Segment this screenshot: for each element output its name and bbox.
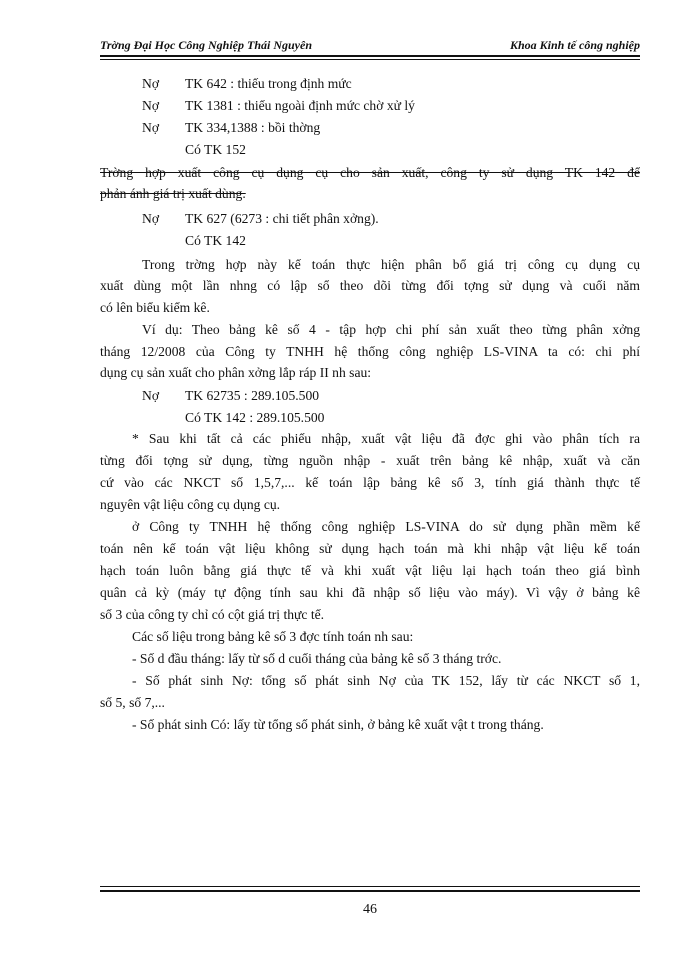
header-rule-thin [100,59,640,60]
paragraph-line: số 5, số 7,... [100,695,165,710]
paragraph-line: từng đối tợng sử dụng, từng nguồn nhập - xuất trên bảng kê nhập, xuất và căn [100,453,640,468]
paragraph-line: - Số d đầu tháng: lấy từ số d cuối tháng của bảng kê số 3 tháng trớc. [132,651,502,666]
header-university: Trờng Đại Học Công Nghiệp Thái Nguyên [100,38,313,52]
header-rule-thick [100,55,640,57]
paragraph-line: - Số phát sinh Có: lấy từ tổng số phát sinh, ở bảng kê xuất vật t trong tháng. [132,717,544,732]
paragraph-line: hạch toán luôn bằng giá thực tế và khi xuất vật liệu lại hạch toán theo giá bình [100,563,640,578]
footer-rule-thick [100,890,640,892]
paragraph-line: Trờng hợp xuất công cụ dụng cụ cho sản xuất, công ty sử dụng TK 142 để [100,165,640,180]
header-faculty: Khoa Kinh tế công nghiệp [509,38,640,52]
paragraph-line: dụng cụ sản xuất cho phân xởng lắp ráp II nh sau: [100,365,372,380]
footer-rule-thin [100,886,640,887]
paragraph-line: tháng 12/2008 của Công ty TNHH hệ thống công nghiệp LS-VINA ta có: chi phí [100,344,640,359]
paragraph-line: Ví dụ: Theo bảng kê số 4 - tập hợp chi phí sản xuất theo từng phân xởng [142,322,640,337]
paragraph-line: Trong trờng hợp này kế toán thực hiện phân bổ giá trị công cụ dụng cụ [142,257,640,272]
paragraph-line: nguyên vật liệu công cụ dụng cụ. [100,497,281,512]
paragraph-line: - Số phát sinh Nợ: tổng số phát sinh Nợ của TK 152, lấy từ các NKCT số 1, [132,673,640,688]
page-header [100,38,640,53]
paragraph-line: phản ánh giá trị xuất dùng. [100,186,246,201]
paragraph-line: toán nên kế toán vật liệu không sử dụng hạch toán mà khi nhập vật liệu kế toán [100,541,640,556]
paragraph-line: cứ vào các NKCT số 1,5,7,... kế toán lập bảng kê số 3, tính giá thành thực tế [100,475,640,490]
paragraph-line: số 3 của công ty chỉ có cột giá trị thực tế. [100,607,325,622]
paragraph-line: * Sau khi tất cả các phiếu nhập, xuất vật liệu đã đợc ghi vào phân tích ra [132,431,640,446]
page-number: 46 [363,902,377,917]
paragraph-line: ở Công ty TNHH hệ thống công nghiệp LS-VINA do sử dụng phần mềm kế [132,519,640,534]
paragraph-line: Các số liệu trong bảng kê số 3 đợc tính toán nh sau: [132,629,414,644]
paragraph-line: có lên biểu kiểm kê. [100,300,210,315]
paragraph-line: quân cả kỳ (máy tự động tính sau khi đã nhập số liệu vào máy). Vì vậy ở bảng kê [100,585,640,600]
paragraph-line: xuất dùng một lần nhng có lập sổ theo dõi từng đối tợng sử dụng và cuối năm [100,278,640,293]
